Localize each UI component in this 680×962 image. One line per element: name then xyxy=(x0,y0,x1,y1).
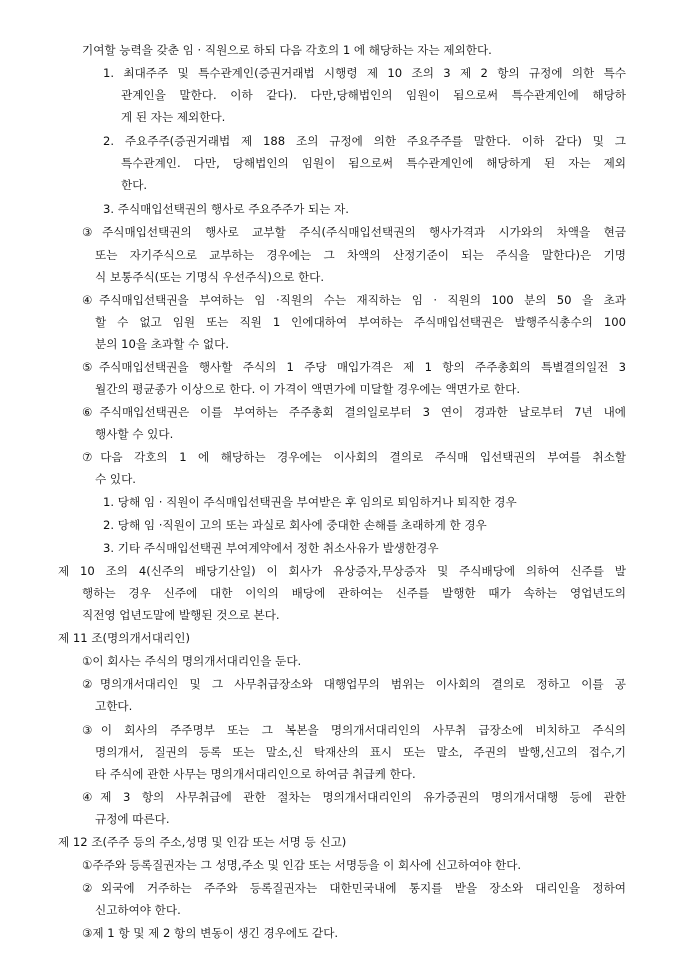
text-line: 한다. xyxy=(121,178,148,192)
text-line: 2. 당해 임 ·직원이 고의 또는 과실로 회사에 중대한 손해를 초래하게 한 경우 xyxy=(103,518,487,532)
text-line: 3. 기타 주식매입선택권 부여계약에서 정한 취소사유가 발생한경우 xyxy=(103,541,439,555)
text-line: 제 10 조의 4(신주의 배당기산일) 이 회사가 유상증자,무상증자 및 주식배당에 의하여 신주를 발 xyxy=(58,564,626,578)
text-line: ③이 회사의 주주명부 또는 그 복본을 명의개서대리인의 사무취 급장소에 비치하고 주식의 xyxy=(82,723,626,737)
text-line: ①이 회사는 주식의 명의개서대리인을 둔다. xyxy=(82,654,302,668)
text-line: 행사할 수 있다. xyxy=(95,427,174,441)
text-line: ②외국에 거주하는 주주와 등록질권자는 대한민국내에 통지를 받을 장소와 대리인을 정하여 xyxy=(82,881,626,895)
text-line: 직전영 업년도말에 발행된 것으로 본다. xyxy=(82,608,280,622)
text-line: 3. 주식매입선택권의 행사로 주요주주가 되는 자. xyxy=(103,202,349,216)
text-line: 고한다. xyxy=(95,699,133,713)
text-line: 분의 10을 초과할 수 없다. xyxy=(95,337,229,351)
text-line: 할 수 없고 임원 또는 직원 1 인에대하여 부여하는 주식매입선택권은 발행주식총수의 100 xyxy=(95,315,626,329)
text-line: ③주식매입선택권의 행사로 교부할 주식(주식매입선택권의 행사가격과 시가와의 차액을 현금 xyxy=(82,225,626,239)
text-line: ⑦다음 각호의 1 에 해당하는 경우에는 이사회의 결의로 주식매 입선택권의 부여를 취소할 xyxy=(82,450,626,464)
text-line: 또는 자기주식으로 교부하는 경우에는 그 차액의 산정기준이 되는 주식을 말한다)은 기명 xyxy=(95,248,626,262)
text-line: 식 보통주식(또는 기명식 우선주식)으로 한다. xyxy=(95,270,325,284)
text-line: 관계인을 말한다. 이하 같다). 다만,당해법인의 임원이 됨으로써 특수관계인에 해당하 xyxy=(121,88,626,102)
text-line: 게 된 자는 제외한다. xyxy=(121,110,226,124)
text-line: 월간의 평균종가 이상으로 한다. 이 가격이 액면가에 미달할 경우에는 액면가로 한다. xyxy=(95,382,521,396)
text-line: 제 11 조(명의개서대리인) xyxy=(58,631,190,645)
text-line: 규정에 따른다. xyxy=(95,812,170,826)
text-line: ⑥주식매입선택권은 이를 부여하는 주주총회 결의일로부터 3 연이 경과한 날로부터 7년 내에 xyxy=(82,405,626,419)
text-line: ①주주와 등록질권자는 그 성명,주소 및 인감 또는 서명등을 이 회사에 신고하여야 한다. xyxy=(82,858,522,872)
text-line: 1. 최대주주 및 특수관계인(증권거래법 시행령 제 10 조의 3 제 2 항의 규정에 의한 특수 xyxy=(103,66,626,80)
text-line: 수 있다. xyxy=(95,472,136,486)
text-line: ③제 1 항 및 제 2 항의 변동이 생긴 경우에도 같다. xyxy=(82,926,339,940)
text-line: ⑤주식매입선택권을 행사할 주식의 1 주당 매입가격은 제 1 항의 주주총회의 특별결의일전 3 xyxy=(82,360,626,374)
text-line: ②명의개서대리인 및 그 사무취급장소와 대행업무의 범위는 이사회의 결의로 정하고 이를 공 xyxy=(82,677,626,691)
text-line: 1. 당해 임 · 직원이 주식매입선택권을 부여받은 후 임의로 퇴임하거나 퇴직한 경우 xyxy=(103,495,517,509)
text-line: 타 주식에 관한 사무는 명의개서대리인으로 하여금 취급케 한다. xyxy=(95,767,416,781)
text-line: ④주식매입선택권을 부여하는 임 ·직원의 수는 재직하는 임 · 직원의 100 분의 50 을 초과 xyxy=(82,293,626,307)
text-line: 특수관계인. 다만, 당해법인의 임원이 됨으로써 특수관계인에 해당하게 된 자는 제외 xyxy=(121,156,626,170)
text-line: 명의개서, 질권의 등록 또는 말소,신 탁재산의 표시 또는 말소, 주권의 발행,신고의 접수,기 xyxy=(95,745,626,759)
text-line: 기여할 능력을 갖춘 임 · 직원으로 하되 다음 각호의 1 에 해당하는 자는 제외한다. xyxy=(82,43,492,57)
text-line: 제 12 조(주주 등의 주소,성명 및 인감 또는 서명 등 신고) xyxy=(58,835,347,849)
text-line: 행하는 경우 신주에 대한 이익의 배당에 관하여는 신주를 발행한 때가 속하는 영업년도의 xyxy=(82,586,626,600)
text-line: 신고하여야 한다. xyxy=(95,903,181,917)
text-line: ④제 3 항의 사무취급에 관한 절차는 명의개서대리인의 유가증권의 명의개서대행 등에 관한 xyxy=(82,790,626,804)
text-line: 2. 주요주주(증권거래법 제 188 조의 규정에 의한 주요주주를 말한다. 이하 같다) 및 그 xyxy=(103,134,626,148)
